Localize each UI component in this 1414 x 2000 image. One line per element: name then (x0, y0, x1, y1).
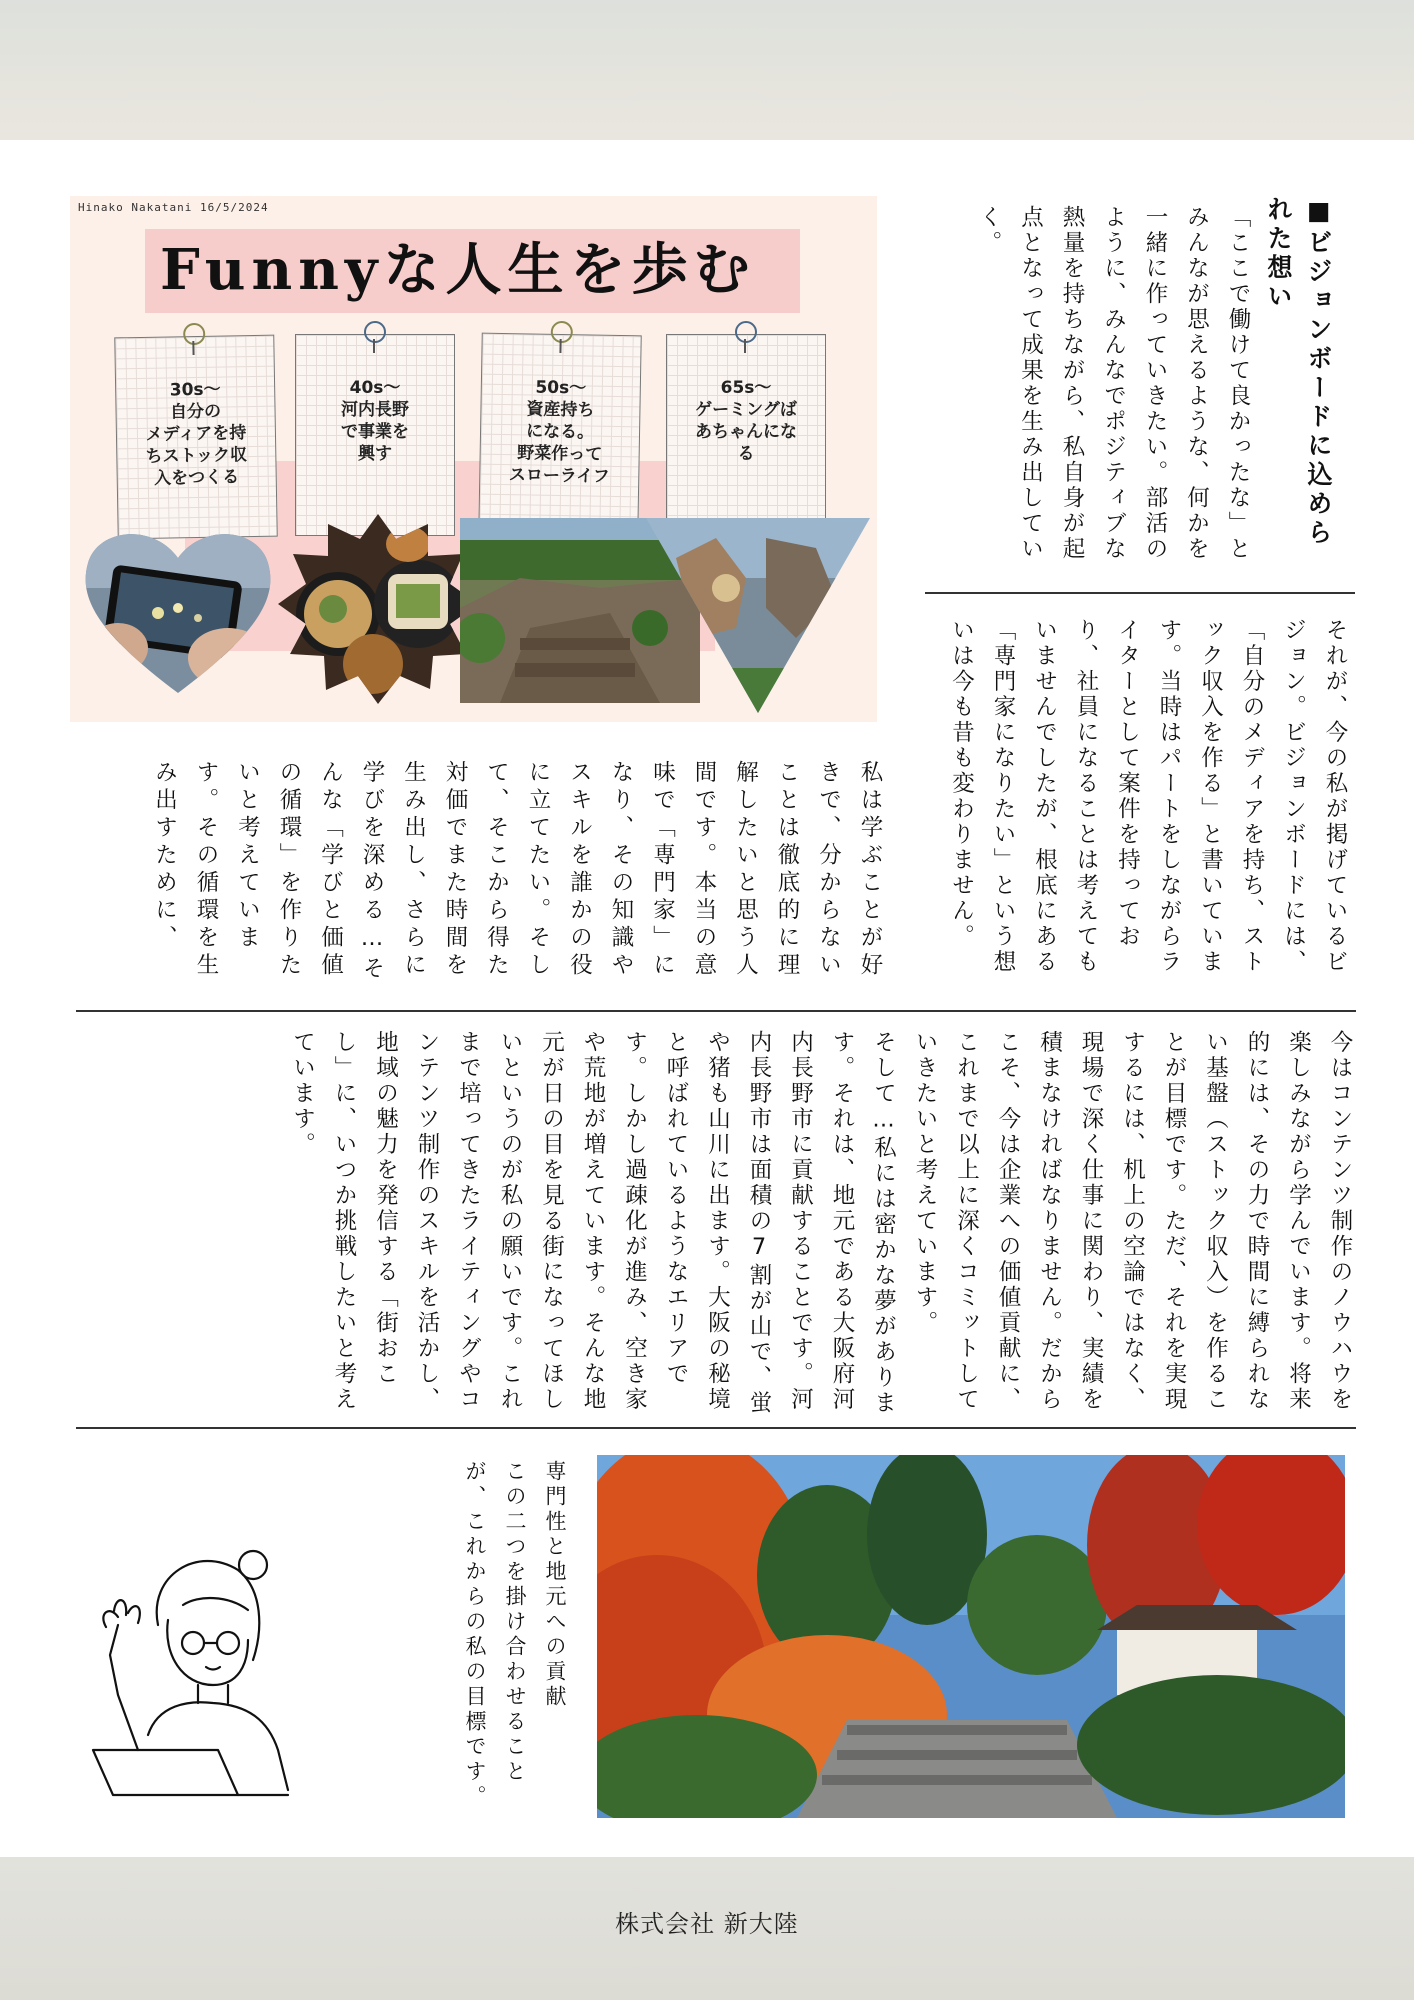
board-signature: Hinako Nakatani 16/5/2024 (78, 201, 269, 214)
paragraph-goals-dream: 今はコンテンツ制作のノウハウを楽しみながら学んでいます。将来的には、その力で時間に縛られない基盤（ストック収入）を作ることが目標です。ただ、それを実現するには、机上の空論ではなく、現場で深く仕事に関わり、実績を積まなければなりません。だからこそ、今は企業への価値貢献に、これまで以上に深くコミットしていきたいと考えています。 そして…私には密かな夢があります。それは、地元である大阪府河内長野市に貢献することです。河内長野市は面積の7割が山で、蛍や猪も山川に出ます。大阪の秘境と呼ばれているようなエリアです。しかし過疎化が進み、空き家や荒地が増えています。そんな地元が日の目を見る街になってほしいというのが私の願いです。これまで培ってきたライティングやコンテンツ制作のスキルを活かし、地域の魅力を発信する「街おこし」に、いつか挑戦したいと考えています。 (70, 1030, 1360, 1425)
temple-autumn-photo (597, 1455, 1345, 1818)
note-50s-text: 50s～ 資産持ち になる。 野菜作って スローライフ (508, 377, 610, 487)
note-30s-text: 30s～ 自分の メディアを持 ちストック収 入をつくる (145, 379, 248, 489)
company-name: 株式会社 新大陸 (615, 1910, 799, 1938)
woman-laptop-illustration (88, 1535, 318, 1805)
note-30s (114, 335, 278, 540)
note-50s (478, 333, 642, 538)
pushpin-icon (183, 323, 205, 345)
note-40s (295, 334, 455, 536)
header-band (0, 0, 1414, 140)
note-40s-text: 40s～ 河内長野 で事業を 興す (341, 378, 409, 464)
paragraph-closing: 専門性と地元への貢献 この二つを掛け合わせること が、これからの私の目標です。 (463, 1460, 567, 1810)
paragraph-vision: それが、今の私が掲げているビジョン。ビジョンボードには、「自分のメディアを持ち、ストック収入を作る」と書いています。当時はパートをしながらライターとして案件を持っており、社員になることは考えてもいませんでしたが、根底にある「専門家になりたい」という想いは今も昔も変わりません。 (948, 618, 1348, 975)
pushpin-icon (551, 321, 573, 343)
paragraph-intent: 「ここで働けて良かったな」とみんなが思えるような、何かを一緒に作っていきたい。部活のように、みんなでポジティブな熱量を持ちながら、私自身が起点となって成果を生み出していく。 (976, 205, 1251, 562)
divider (76, 1427, 1356, 1429)
note-65s (666, 334, 826, 536)
divider (925, 592, 1355, 594)
food-photo (278, 514, 478, 704)
heart-phone-photo (78, 518, 278, 698)
paragraph-learning: 私は学ぶことが好きで、分からないことは徹底的に理解したいと思う人間です。本当の意味で「専門家」になり、その知識やスキルを誰かの役に立てたい。そして、そこから得た対価でまた時間を生み出し、さらに学びを深める…そんな「学びと価値の循環」を作りたいと考えています。その循環を生み出すために、 (151, 760, 883, 984)
pushpin-icon (364, 321, 386, 343)
divider (76, 1010, 1356, 1012)
board-title: Funnyな人生を歩む (160, 237, 756, 303)
section-heading: ■ビジョンボードに込められた想い (1264, 196, 1333, 548)
vision-board-image (70, 196, 877, 722)
pushpin-icon (735, 321, 757, 343)
paragraph-dream: そして…私には密かな夢があります。それは、地元である大阪府河内長野市に貢献することです。河内長野市は面積の7割が山で、蛍や猪も山川に出ます。大阪の秘境と呼ばれているようなエリアです。しかし過疎化が進み、空き家や荒地が増えています。そんな地元が日の目を見る街になってほしいというのが私の願いです。これまで培ってきたライティングやコンテンツ制作のスキルを活かし、地域の魅力を発信する「街おこし」に、いつか挑戦したいと考えています。 (289, 1030, 897, 1416)
game-art-photo (646, 518, 870, 713)
note-65s-text: 65s～ ゲーミングば あちゃんにな る (695, 378, 797, 464)
